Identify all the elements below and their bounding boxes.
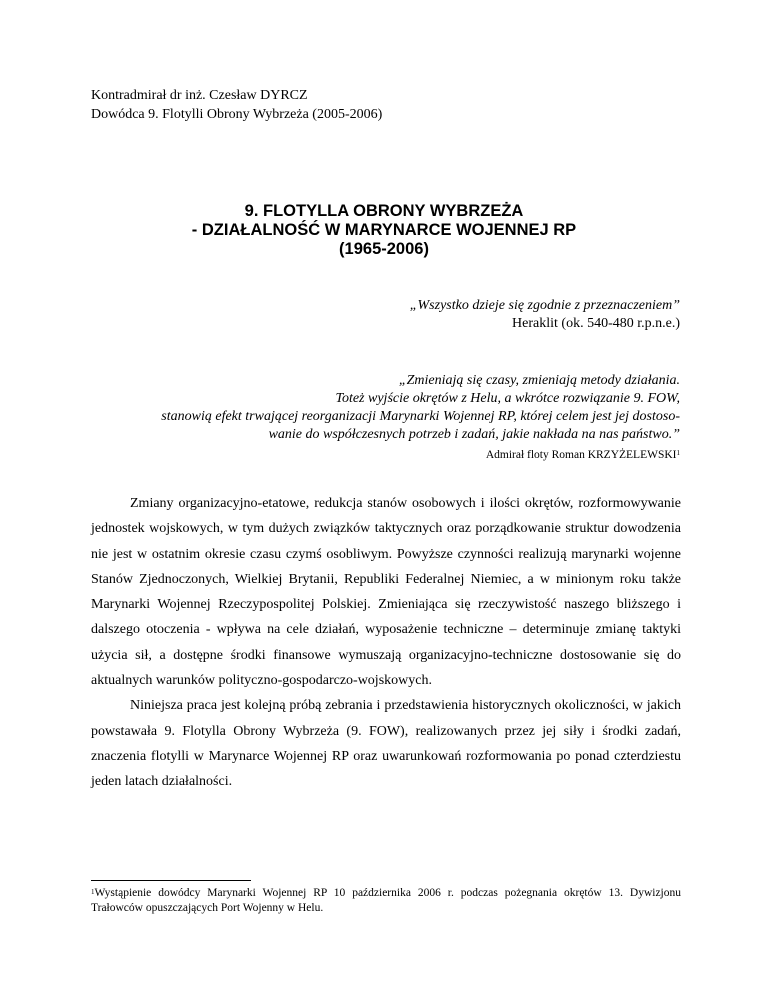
epigraph-quote-line-2: Toteż wyjście okrętów z Helu, a wkrótce rozwiązanie 9. FOW,	[335, 391, 680, 406]
footnote-divider	[91, 880, 251, 881]
title-line-1: 9. FLOTYLLA OBRONY WYBRZEŻA	[244, 202, 524, 220]
epigraph-attribution	[161, 444, 680, 466]
paragraph-1: Zmiany organizacyjno-etatowe, redukcja stanów osobowych i ilości okrętów, rozformowywanie jednostek wojskowych, w tym dużych związków taktycznych oraz porządkowanie struktur dowodzenia nie jest w ostatnim okresie czasu czymś osobliwym. Powyższe czynności realizują marynarki wojenne Stanów Zjednoczonych, Wielkiej Brytanii, Republiki Federalnej Niemiec, a w minionym roku także Marynarki Wojennej Rzeczypospolitej Polskiej. Zmieniająca się rzeczywistość naszego bliższego i dalszego otoczenia - wpływa na cele działań, wyposażenie techniczne – determinuje zmianę taktyki użycia sił, a dostępne środki finansowe wymuszają organizacyjno-techniczne dostosowanie się do aktualnych warunków polityczno-gospodarczo-wojskowych.	[91, 496, 681, 689]
epigraph-quote-line-4: wanie do współczesnych potrzeb i zadań, jakie nakłada na nas państwo.”	[268, 427, 680, 442]
epigraph-admiral	[161, 372, 680, 466]
title-line-2: - DZIAŁALNOŚĆ W MARYNARCE WOJENNEJ RP	[191, 221, 577, 239]
body-text	[91, 491, 681, 795]
footnote	[91, 886, 681, 916]
title-line-3: (1965-2006)	[339, 240, 429, 258]
footnote-reference[interactable]: 1	[676, 449, 680, 457]
epigraph-attribution: Heraklit (ok. 540-480 r.p.n.e.)	[512, 316, 680, 331]
epigraph-quote-line-3: stanowią efekt trwającej reorganizacji Marynarki Wojennej RP, której celem jest jej dostoso-	[161, 409, 680, 424]
attribution-name: Admirał floty Roman KRZYŻELEWSKI	[485, 449, 677, 461]
paragraph-2: Niniejsza praca jest kolejną próbą zebrania i przedstawienia historycznych okoliczności, w jakich powstawała 9. Flotylla Obrony Wybrzeża (9. FOW), realizowanych przez jej siły i środki zadań, znaczenia flotylli w Marynarce Wojennej RP oraz uwarunkowań rozformowania po ponad czterdziestu jeden latach działalności.	[91, 698, 681, 790]
epigraph-quote: „Wszystko dzieje się zgodnie z przeznaczeniem”	[409, 298, 680, 313]
epigraph-heraclitus	[410, 297, 680, 333]
footnote-mark: 1	[91, 888, 95, 896]
author-block	[91, 86, 382, 124]
footnote-text: Wystąpienie dowódcy Marynarki Wojennej RP 10 października 2006 r. podczas pożegnania okrętów 13. Dywizjonu Trałowców opuszczających Port Wojenny w Helu.	[91, 887, 681, 914]
author-name: Kontradmirał dr inż. Czesław DYRCZ	[91, 88, 308, 103]
epigraph-quote-line-1: „Zmieniają się czasy, zmieniają metody działania.	[398, 373, 680, 388]
document-title	[0, 202, 768, 259]
author-position: Dowódca 9. Flotylli Obrony Wybrzeża (2005-2006)	[91, 107, 383, 122]
